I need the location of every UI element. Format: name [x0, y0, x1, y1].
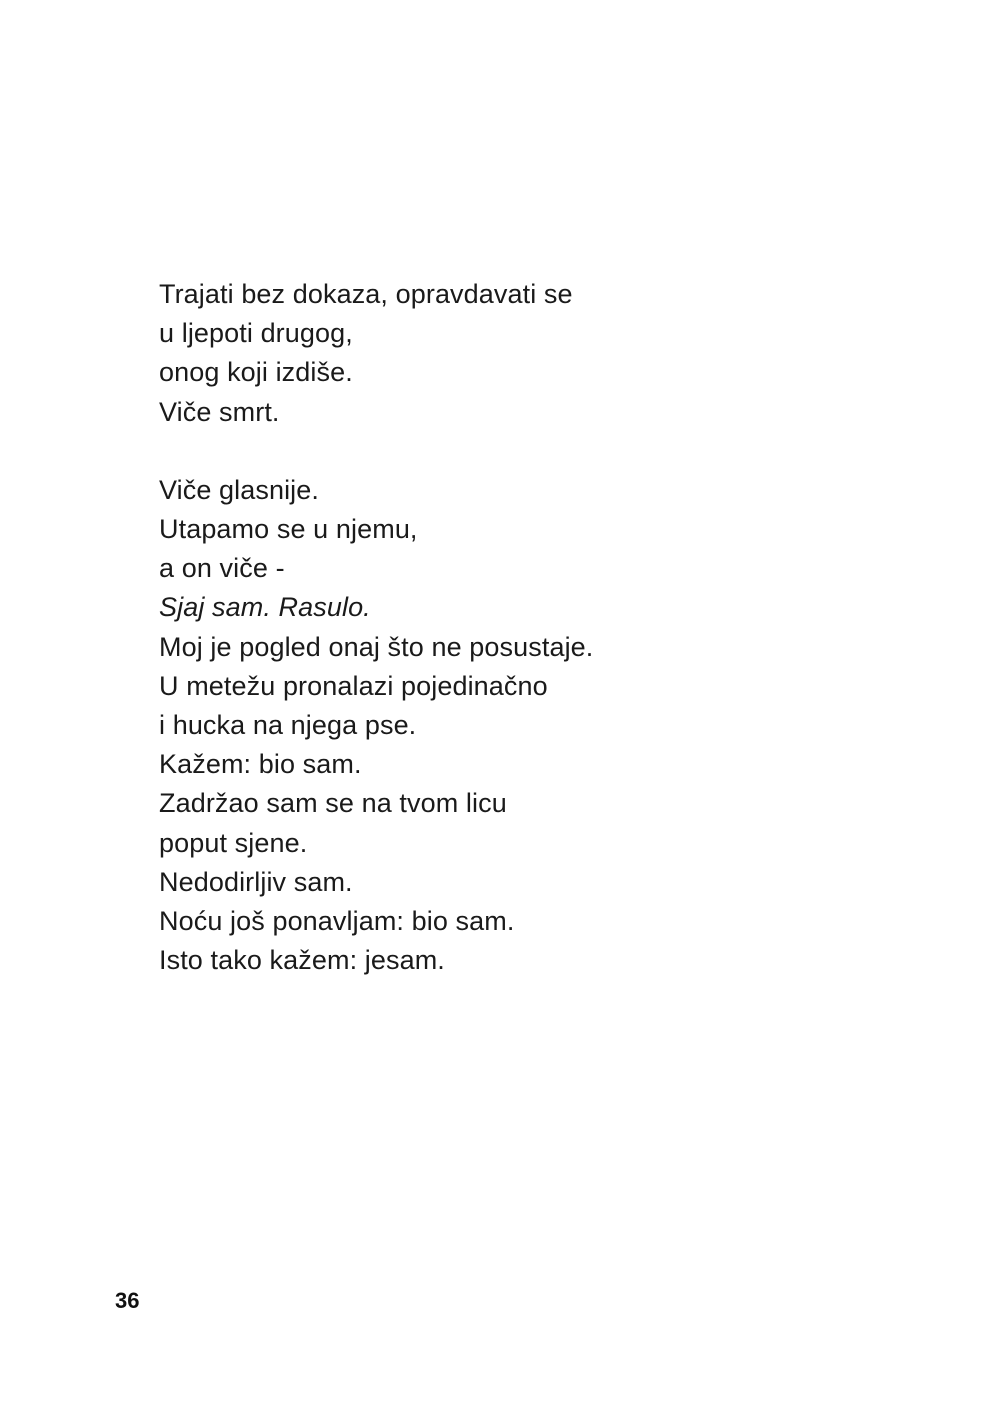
poem [159, 275, 919, 980]
stanza-2 [159, 471, 919, 981]
poem-line: Utapamo se u njemu, [159, 514, 418, 545]
poem-line: Kažem: bio sam. [159, 749, 362, 780]
poem-line: Zadržao sam se na tvom licu [159, 788, 507, 819]
poem-line: poput sjene. [159, 827, 308, 858]
poem-line: Moj je pogled onaj što ne posustaje. [159, 631, 594, 662]
poem-line: onog koji izdiše. [159, 357, 353, 388]
poem-line: Viče glasnije. [159, 474, 319, 505]
poem-line: Trajati bez dokaza, opravdavati se [159, 279, 573, 309]
page-number: 36 [115, 1288, 140, 1313]
poem-line: Isto tako kažem: jesam. [159, 945, 445, 976]
stanza-1 [159, 275, 919, 432]
poem-line-italic: Sjaj sam. Rasulo. [159, 592, 371, 623]
poem-line: i hucka na njega pse. [159, 710, 417, 741]
poem-line: Noću još ponavljam: bio sam. [159, 906, 515, 937]
poem-line: a on viče - [159, 553, 285, 584]
poem-line: Nedodirljiv sam. [159, 866, 353, 897]
poem-line: Viče smrt. [159, 396, 280, 427]
poem-line: U metežu pronalazi pojedinačno [159, 670, 548, 701]
poem-line: u ljepoti drugog, [159, 318, 353, 349]
